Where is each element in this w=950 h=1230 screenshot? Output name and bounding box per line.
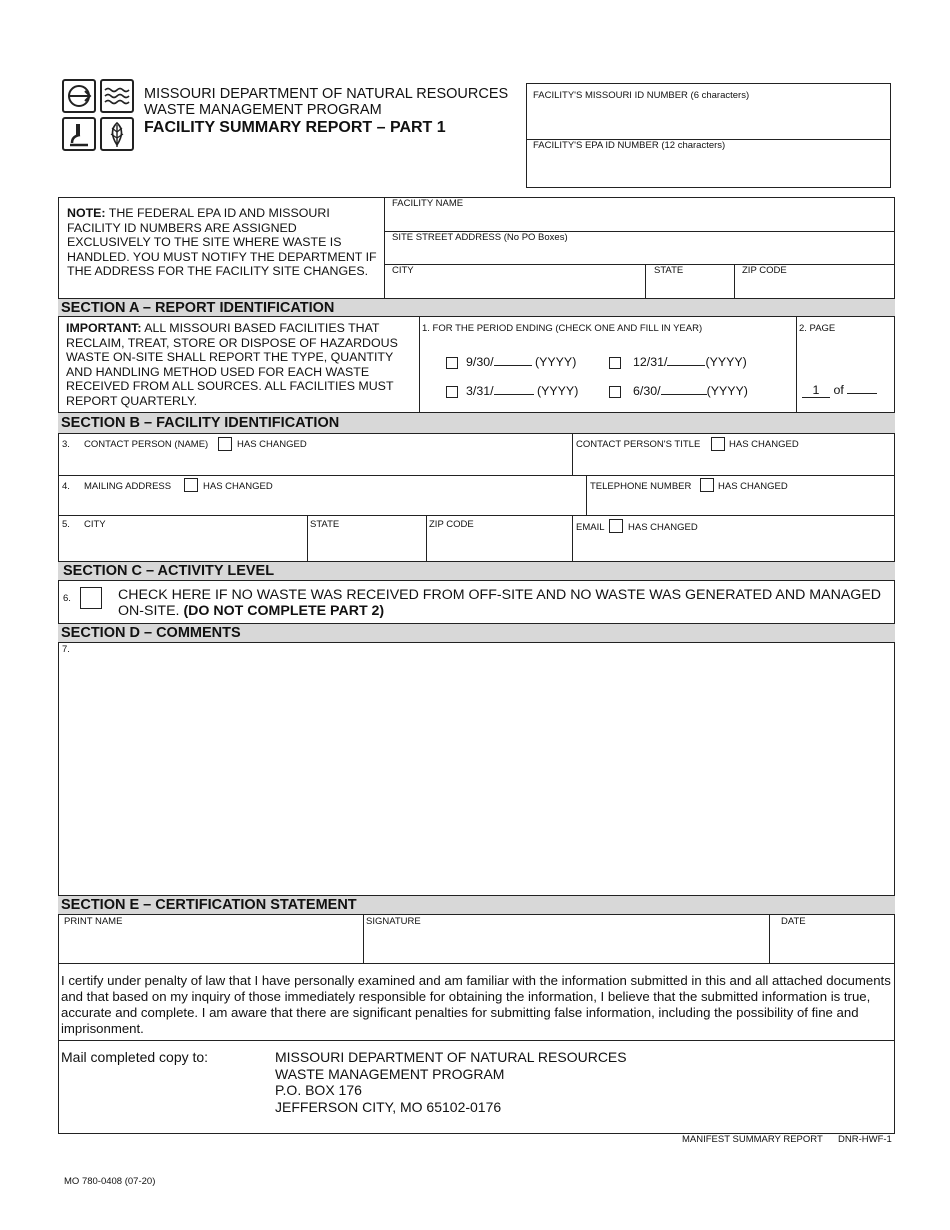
site-state-field[interactable] (649, 277, 731, 296)
mail-label: Mail completed copy to: (61, 1049, 209, 1065)
mailing-state-label: STATE (310, 519, 340, 530)
page-number-field[interactable]: 1 (802, 383, 830, 398)
period-331-suffix: (YYYY) (537, 384, 579, 398)
period-630-prefix: 6/30/ (633, 384, 661, 398)
contact-title-changed-label: HAS CHANGED (729, 439, 799, 450)
page-count (802, 383, 877, 398)
contact-name-label: CONTACT PERSON (NAME) (84, 439, 209, 450)
mailing-zip-label: ZIP CODE (429, 519, 474, 530)
period-1231-option (633, 355, 747, 369)
comments-textarea[interactable] (62, 656, 894, 896)
arrow-icon (62, 79, 96, 113)
email-changed-label: HAS CHANGED (628, 522, 698, 533)
contact-title-field[interactable] (576, 453, 892, 473)
note-text (67, 206, 383, 279)
activity-num: 6. (63, 593, 71, 604)
note-lead: NOTE: (67, 206, 106, 220)
no-activity-checkbox[interactable] (80, 587, 102, 609)
no-activity-bold: (DO NOT COMPLETE PART 2) (183, 602, 385, 619)
period-331-checkbox[interactable] (446, 386, 458, 398)
mo-id-field[interactable] (530, 103, 886, 136)
mail-address (275, 1049, 627, 1115)
period-331-year-field[interactable] (494, 394, 534, 395)
section-e-header: SECTION E – CERTIFICATION STATEMENT (58, 896, 895, 914)
certification-statement: I certify under penalty of law that I have personally examined and am familiar with the information submitted in this and all attached documents and that based on my inquiry of those immediately responsible for obtaining the information, I believe that the submitted information is true, accurate and complete. I am aware that there are significant penalties for submitting false information, including the possibility of fine and imprisonment. (61, 973, 891, 1036)
mailing-num: 4. (62, 481, 70, 492)
important-body: ALL MISSOURI BASED FACILITIES THAT RECLAIM, TREAT, STORE OR DISPOSE OF HAZARDOUS WASTE ON-SITE SHALL REPORT THE TYPE, QUANTITY AND HANDLING METHOD USED FOR EACH WASTE RECEIVED FROM ALL SOURCES. ALL FACILITIES MUST REPORT QUARTERLY. (66, 321, 398, 408)
period-1231-year-field[interactable] (667, 365, 705, 366)
city-num: 5. (62, 519, 70, 530)
contact-title-changed-checkbox[interactable] (711, 437, 725, 451)
period-930-suffix: (YYYY) (535, 355, 577, 369)
site-street-label: SITE STREET ADDRESS (No PO Boxes) (392, 232, 568, 243)
period-930-checkbox[interactable] (446, 357, 458, 369)
site-city-label: CITY (392, 265, 414, 276)
footer-form-code: DNR-HWF-1 (838, 1134, 892, 1145)
water-icon (100, 79, 134, 113)
no-activity-text (118, 588, 888, 619)
important-lead: IMPORTANT: (66, 321, 142, 335)
facility-name-field[interactable] (388, 210, 892, 229)
comments-num: 7. (62, 644, 70, 655)
email-field[interactable] (576, 537, 892, 559)
telephone-label: TELEPHONE NUMBER (590, 481, 692, 492)
contact-name-field[interactable] (62, 453, 568, 473)
mailing-changed-label: HAS CHANGED (203, 481, 273, 492)
section-b-header: SECTION B – FACILITY IDENTIFICATION (58, 413, 895, 433)
date-label: DATE (781, 916, 806, 927)
period-930-year-field[interactable] (494, 365, 532, 366)
epa-id-field[interactable] (530, 153, 886, 185)
no-activity-body: CHECK HERE IF NO WASTE WAS RECEIVED FROM OFF-SITE AND NO WASTE WAS GENERATED AND MANAGED ON-SITE. (118, 587, 882, 619)
form-title: FACILITY SUMMARY REPORT – PART 1 (144, 119, 446, 136)
site-zip-label: ZIP CODE (742, 265, 787, 276)
section-d-header: SECTION D – COMMENTS (58, 624, 895, 642)
print-name-field[interactable] (62, 928, 360, 960)
page-label: 2. PAGE (799, 323, 836, 334)
signature-field[interactable] (366, 928, 766, 960)
leaf-icon (100, 117, 134, 151)
email-changed-checkbox[interactable] (609, 519, 623, 533)
agency-name: MISSOURI DEPARTMENT OF NATURAL RESOURCES (144, 86, 509, 102)
email-label: EMAIL (576, 522, 605, 533)
mailing-address-field[interactable] (62, 495, 582, 513)
site-zip-field[interactable] (738, 277, 892, 296)
mailing-zip-field[interactable] (430, 533, 568, 559)
site-city-field[interactable] (388, 277, 642, 296)
microscope-icon (62, 117, 96, 151)
contact-name-changed-label: HAS CHANGED (237, 439, 307, 450)
page-total-field[interactable] (847, 393, 877, 394)
mail-line-2: WASTE MANAGEMENT PROGRAM (275, 1065, 505, 1082)
telephone-changed-label: HAS CHANGED (718, 481, 788, 492)
mail-line-4: JEFFERSON CITY, MO 65102-0176 (275, 1098, 502, 1115)
note-body: THE FEDERAL EPA ID AND MISSOURI FACILITY ID NUMBERS ARE ASSIGNED EXCLUSIVELY TO THE SITE WHERE WASTE IS HANDLED. YOU MUST NOTIFY THE DEPARTMENT IF THE ADDRESS FOR THE FACILITY SITE CHANGES. (67, 206, 377, 278)
section-a-header: SECTION A – REPORT IDENTIFICATION (58, 299, 895, 316)
important-text (66, 321, 411, 408)
print-name-label: PRINT NAME (64, 916, 123, 927)
period-930-prefix: 9/30/ (466, 355, 494, 369)
dnr-logo (60, 78, 138, 152)
period-331-prefix: 3/31/ (466, 384, 494, 398)
mail-line-3: P.O. BOX 176 (275, 1082, 362, 1098)
period-930-option (466, 355, 576, 369)
section-c-header: SECTION C – ACTIVITY LEVEL (58, 562, 895, 580)
footer-form-number: MO 780-0408 (07-20) (64, 1176, 156, 1187)
period-630-option (633, 384, 748, 398)
contact-name-changed-checkbox[interactable] (218, 437, 232, 451)
period-630-year-field[interactable] (661, 394, 707, 395)
period-1231-suffix: (YYYY) (705, 355, 747, 369)
contact-title-label: CONTACT PERSON'S TITLE (576, 439, 701, 450)
mo-id-label: FACILITY'S MISSOURI ID NUMBER (6 characters) (533, 90, 750, 101)
mailing-changed-checkbox[interactable] (184, 478, 198, 492)
period-1231-prefix: 12/31/ (633, 355, 668, 369)
period-331-option (466, 384, 578, 398)
mailing-city-label: CITY (84, 519, 106, 530)
epa-id-label: FACILITY'S EPA ID NUMBER (12 characters) (533, 140, 726, 151)
site-state-label: STATE (654, 265, 684, 276)
telephone-field[interactable] (590, 495, 892, 513)
period-630-checkbox[interactable] (609, 386, 621, 398)
telephone-changed-checkbox[interactable] (700, 478, 714, 492)
mail-line-1: MISSOURI DEPARTMENT OF NATURAL RESOURCES (275, 1049, 627, 1065)
page-of: of (833, 383, 844, 397)
date-field[interactable] (773, 928, 892, 960)
mailing-state-field[interactable] (311, 533, 423, 559)
period-label: 1. FOR THE PERIOD ENDING (CHECK ONE AND FILL IN YEAR) (422, 323, 703, 334)
site-street-field[interactable] (388, 244, 892, 262)
period-1231-checkbox[interactable] (609, 357, 621, 369)
signature-label: SIGNATURE (366, 916, 421, 927)
program-name: WASTE MANAGEMENT PROGRAM (144, 102, 382, 118)
mailing-city-field[interactable] (62, 533, 304, 559)
contact-num: 3. (62, 439, 70, 450)
mailing-address-label: MAILING ADDRESS (84, 481, 172, 492)
footer-report-name: MANIFEST SUMMARY REPORT (682, 1134, 823, 1145)
facility-name-label: FACILITY NAME (392, 198, 464, 209)
period-630-suffix: (YYYY) (706, 384, 748, 398)
